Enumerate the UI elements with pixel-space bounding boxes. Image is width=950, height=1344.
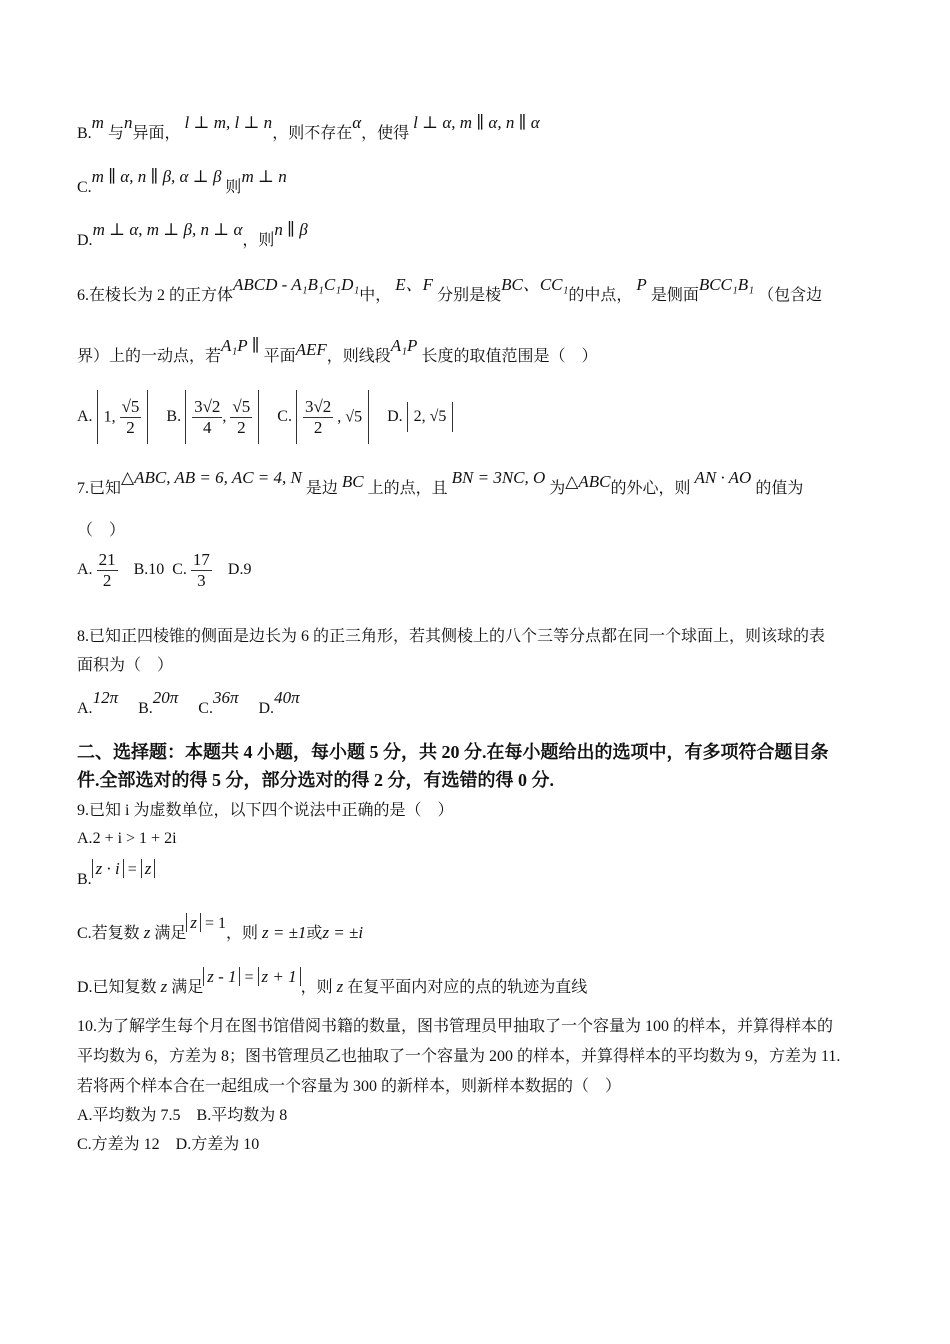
text: 与	[107, 125, 124, 142]
math: 36π	[212, 688, 239, 707]
math: =	[240, 969, 258, 986]
interval	[407, 402, 454, 432]
math: m ⊥ α, m ⊥ β, n ⊥ α	[92, 220, 243, 239]
section-heading-line1	[77, 739, 829, 765]
text: 的中点，	[568, 287, 633, 304]
interval	[97, 390, 149, 444]
option-label: A.	[77, 561, 93, 578]
text: ，使得	[361, 125, 410, 142]
math: BN = 3NC, O	[451, 468, 546, 487]
fraction	[192, 397, 222, 438]
math: n	[123, 113, 133, 132]
text: 则	[225, 179, 242, 196]
numerator: 3√2	[304, 397, 332, 417]
q9-option-d	[77, 967, 588, 999]
text: 长度的取值范围是（ ）	[421, 348, 598, 365]
numerator: √5	[232, 397, 251, 417]
q8-stem-line2	[77, 655, 173, 677]
math: , √5	[337, 408, 363, 426]
math: α	[352, 113, 362, 132]
text: 为	[549, 480, 566, 497]
fraction	[97, 550, 118, 591]
q6-stem-line2	[77, 336, 598, 368]
math: △ABC	[565, 472, 611, 491]
math: z	[143, 923, 151, 942]
q5-option-b	[77, 113, 540, 145]
q6-options	[77, 390, 467, 444]
math: l ⊥ m, l ⊥ n	[184, 113, 273, 132]
text: C.方差为 12 D.方差为 10	[77, 1136, 260, 1153]
text: ，则	[300, 979, 333, 996]
text: 是边	[305, 480, 338, 497]
text: ，则	[225, 925, 258, 942]
math: AEF	[295, 340, 327, 359]
math-abs: z - 1	[203, 967, 240, 986]
text: 件.全部选对的得 5 分，部分选对的得 2 分，有选错的得 0 分.	[77, 770, 554, 790]
math-abs: z + 1	[258, 967, 301, 986]
q9-stem	[77, 800, 453, 822]
math: 1,	[103, 408, 116, 426]
q9-option-c	[77, 913, 364, 945]
q6-option-d	[387, 390, 453, 444]
q9-option-a	[77, 828, 177, 850]
math: BC	[341, 472, 364, 491]
math: z	[160, 977, 168, 996]
section-heading-line2	[77, 767, 554, 793]
q10-stem-line2	[77, 1046, 840, 1068]
text: 是侧面	[650, 287, 699, 304]
denominator: 3	[197, 570, 206, 590]
text: 中，	[359, 287, 392, 304]
text: 异面，	[132, 125, 181, 142]
math: △ABC, AB = 6, AC = 4, N	[121, 468, 302, 487]
q6-option-c	[277, 390, 369, 444]
text: 的外心，则	[610, 480, 691, 497]
math: A₁P	[221, 336, 248, 355]
interval: $\frac{3√2}{4}$ , $\frac{√5}{2}$	[185, 390, 259, 444]
math: 20π	[152, 688, 179, 707]
option-label: A.	[77, 408, 93, 425]
text: 满足	[154, 925, 187, 942]
math: BCC₁B₁	[698, 275, 755, 294]
denominator: 2	[126, 418, 135, 438]
q6-option-a	[77, 390, 148, 444]
math: ABCD - A₁B₁C₁D₁	[233, 275, 360, 294]
text: 7.已知	[77, 480, 122, 497]
text: 二、选择题：本题共 4 小题，每小题 5 分，共 20 分.在每小题给出的选项中，有多项符合题目条	[77, 742, 829, 762]
denominator: 2	[313, 418, 323, 438]
q6-stem-line1	[77, 275, 823, 307]
math: m	[91, 113, 104, 132]
q8-options	[77, 688, 300, 720]
q10-options-ab	[77, 1105, 287, 1127]
text: 满足	[171, 979, 204, 996]
math: m ⊥ n	[241, 167, 287, 186]
q9-option-b	[77, 859, 155, 891]
numerator: √5	[121, 397, 140, 417]
option-label: A.	[77, 700, 93, 717]
math: 2 + i > 1 + 2i	[92, 830, 177, 847]
numerator: 21	[98, 549, 116, 569]
option-label: D.	[387, 408, 403, 425]
text: ，则不存在	[272, 125, 353, 142]
text: 界）上的一动点，若	[77, 348, 222, 365]
math: AN · AO	[694, 468, 752, 487]
text: 10.为了解学生每个月在图书馆借阅书籍的数量，图书管理员甲抽取了一个容量为 100 的样本，并算得样本的	[77, 1018, 834, 1035]
math-abs: z	[186, 913, 201, 932]
math: A₁P	[390, 336, 418, 355]
math: =	[123, 861, 141, 878]
interval	[296, 390, 369, 444]
fraction	[120, 397, 142, 438]
q5-option-c	[77, 167, 287, 199]
q10-stem-line1	[77, 1016, 833, 1038]
option-label: B.	[77, 871, 92, 888]
option-label: C.	[198, 700, 213, 717]
option-label: B.	[138, 700, 153, 717]
math-abs: z · i	[92, 859, 124, 878]
text: 平均数为 6，方差为 8；图书管理员乙也抽取了一个容量为 200 的样本，并算得样本的平均数为 9，方差为 11.	[77, 1048, 841, 1065]
q10-options-cd	[77, 1134, 259, 1156]
math: z	[336, 977, 344, 996]
q6-option-b	[166, 390, 259, 444]
math: m ∥ α, n ∥ β, α ⊥ β	[91, 167, 222, 186]
q7-stem-line1	[77, 468, 804, 500]
option-label: B.10	[133, 561, 165, 578]
option-label: C.	[77, 179, 92, 196]
denominator: 4	[203, 418, 212, 438]
option-label: B.	[77, 125, 92, 142]
text: 的值为	[755, 480, 804, 497]
q10-stem-line3	[77, 1076, 621, 1098]
math: z = ±1	[262, 923, 307, 942]
text: C.若复数	[77, 925, 140, 942]
denominator: 2	[237, 418, 246, 438]
q7-options	[77, 548, 251, 592]
q5-option-d	[77, 220, 308, 252]
text: A.平均数为 7.5 B.平均数为 8	[77, 1107, 288, 1124]
numerator: 17	[192, 549, 210, 569]
math: E、F	[395, 275, 434, 294]
text: 9.已知 i 为虚数单位，以下四个说法中正确的是（ ）	[77, 802, 454, 819]
fraction	[303, 397, 333, 438]
text: ，则	[242, 232, 275, 249]
text: （包含边	[758, 287, 823, 304]
option-label: C.	[172, 561, 187, 578]
math: P	[636, 275, 647, 294]
text: 若将两个样本合在一起组成一个容量为 300 的新样本，则新样本数据的（ ）	[77, 1078, 622, 1095]
text: 6.在棱长为 2 的正方体	[77, 287, 234, 304]
option-label: D.9	[227, 561, 252, 578]
option-label: A.	[77, 830, 93, 847]
fraction	[191, 550, 212, 591]
option-label: B.	[166, 408, 182, 425]
fraction	[230, 397, 252, 438]
math: 12π	[92, 688, 119, 707]
text: 面积为（ ）	[77, 657, 174, 674]
text: 平面	[263, 348, 296, 365]
math: l ⊥ α, m ∥ α, n ∥ α	[413, 113, 540, 132]
q7-paren	[77, 520, 125, 542]
text: ，则线段	[326, 348, 391, 365]
option-label: D.	[258, 700, 275, 717]
option-label: D.	[77, 232, 93, 249]
text: D.已知复数	[77, 979, 157, 996]
text: 上的点，且	[367, 480, 448, 497]
math: 2, √5	[413, 408, 447, 426]
math: = 1	[200, 915, 226, 932]
option-label: C.	[277, 408, 292, 425]
math-abs: z	[141, 859, 156, 878]
text: 在复平面内对应的点的轨迹为直线	[347, 979, 588, 996]
math: BC、CC₁	[501, 275, 569, 294]
math: z = ±i	[322, 923, 364, 942]
math: 40π	[274, 688, 300, 707]
text: 或	[306, 925, 323, 942]
text: 分别是棱	[437, 287, 502, 304]
math: ∥	[251, 336, 260, 355]
math: n ∥ β	[274, 220, 308, 239]
denominator: 2	[102, 570, 112, 590]
text: （ ）	[77, 522, 126, 539]
text: 8.已知正四棱锥的侧面是边长为 6 的正三角形，若其侧棱上的八个三等分点都在同一个球面上，则该球的表	[77, 628, 826, 645]
q8-stem-line1	[77, 626, 825, 648]
numerator: 3√2	[194, 397, 221, 417]
